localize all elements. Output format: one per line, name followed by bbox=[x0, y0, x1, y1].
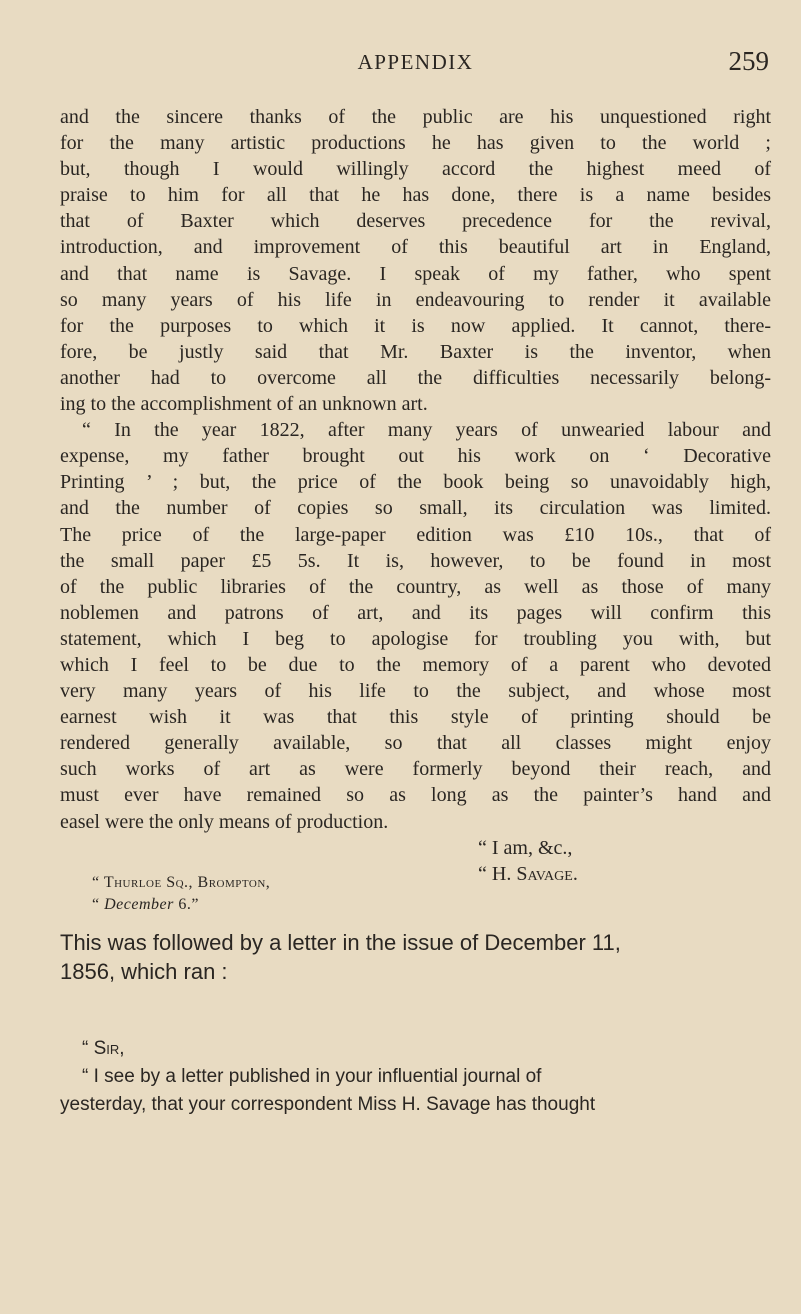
text-line: must ever have remained so as long as the painter’s hand and bbox=[60, 784, 771, 807]
quoted-letter bbox=[60, 1035, 771, 1119]
text-line: the small paper £5 5s. It is, however, to be found in most bbox=[60, 549, 771, 572]
address-line: “ Thurloe Sq., Brompton, bbox=[92, 874, 271, 891]
text-line: of the public libraries of the country, as well as those of many bbox=[60, 575, 771, 598]
text-line: ing to the accomplishment of an unknown art. bbox=[60, 393, 428, 416]
text-line: This was followed by a letter in the issue of December 11, bbox=[60, 930, 621, 955]
address-date-month: December bbox=[104, 896, 174, 913]
text-line: earnest wish it was that this style of printing should be bbox=[60, 706, 771, 729]
text-line: 1856, which ran : bbox=[60, 959, 228, 984]
text-line: praise to him for all that he has done, there is a name besides bbox=[60, 184, 771, 207]
text-line: easel were the only means of production. bbox=[60, 810, 389, 833]
narrative-paragraph bbox=[60, 928, 771, 986]
page-number: 259 bbox=[728, 46, 769, 76]
text-line: that of Baxter which deserves precedence for the revival, bbox=[60, 210, 771, 233]
text-line: “ I see by a letter published in your influential journal of bbox=[82, 1066, 542, 1087]
text-line: very many years of his life to the subject, and whose most bbox=[60, 680, 771, 703]
address-date-suffix: 6.” bbox=[173, 896, 199, 913]
body-paragraph bbox=[60, 104, 771, 887]
text-line: noblemen and patrons of art, and its pages will confirm this bbox=[60, 601, 771, 624]
text-line: rendered generally available, so that all classes might enjoy bbox=[60, 732, 771, 755]
text-line: expense, my father brought out his work on ‘ Decorative bbox=[60, 445, 771, 468]
text-line: which I feel to be due to the memory of a parent who devoted bbox=[60, 653, 771, 676]
text-line: The price of the large-paper edition was £10 10s., that of bbox=[60, 523, 771, 546]
text-line: introduction, and improvement of this beautiful art in England, bbox=[60, 236, 771, 259]
letter-closing: “ I am, &c., bbox=[478, 836, 573, 859]
text-line: yesterday, that your correspondent Miss H. Savage has thought bbox=[60, 1094, 596, 1115]
text-line: and that name is Savage. I speak of my father, who spent bbox=[60, 262, 771, 285]
text-line: for the many artistic productions he has given to the world ; bbox=[60, 132, 771, 155]
text-line: but, though I would willingly accord the highest meed of bbox=[60, 158, 771, 181]
address-date-prefix: “ bbox=[92, 896, 105, 913]
text-line: statement, which I beg to apologise for troubling you with, but bbox=[60, 627, 771, 650]
text-line: another had to overcome all the difficulties necessarily belong- bbox=[60, 366, 771, 389]
sender-address bbox=[92, 872, 270, 916]
address-date bbox=[92, 894, 270, 916]
letter-salutation: “ Sir, bbox=[82, 1038, 125, 1059]
text-line: fore, be justly said that Mr. Baxter is the inventor, when bbox=[60, 340, 771, 363]
letter-signature: “ H. Savage. bbox=[478, 862, 578, 885]
page-header bbox=[60, 46, 771, 80]
text-line: and the sincere thanks of the public are his unquestioned right bbox=[60, 106, 771, 128]
text-line: “ In the year 1822, after many years of unwearied labour and bbox=[82, 419, 771, 442]
text-line: for the purposes to which it is now applied. It cannot, there- bbox=[60, 314, 771, 337]
text-line: and the number of copies so small, its circulation was limited. bbox=[60, 497, 771, 520]
running-head: APPENDIX bbox=[357, 50, 474, 74]
text-line: such works of art as were formerly beyond their reach, and bbox=[60, 758, 771, 781]
text-line: so many years of his life in endeavouring to render it available bbox=[60, 288, 771, 311]
text-line: Printing ’ ; but, the price of the book being so unavoidably high, bbox=[60, 471, 771, 494]
